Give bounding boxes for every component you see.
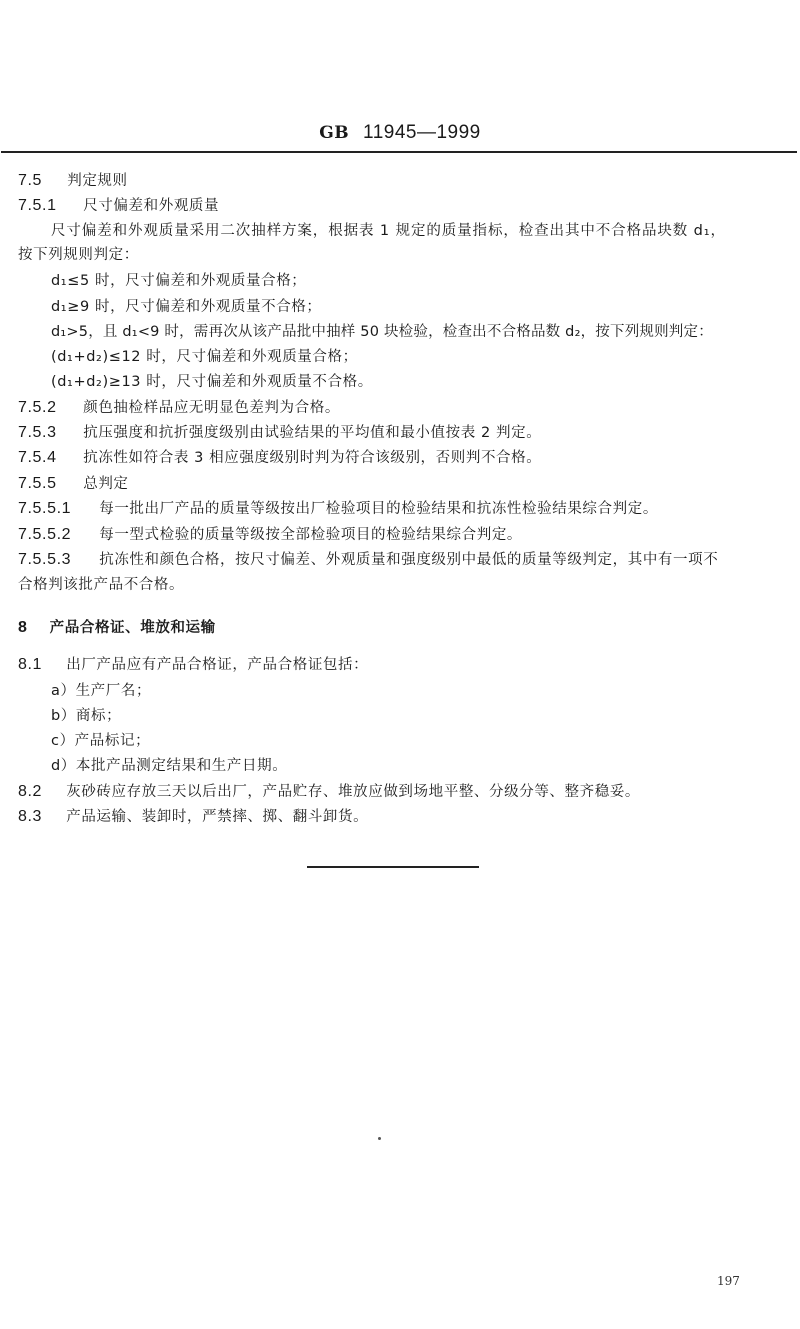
section-number: 7.5.5.2 — [18, 526, 72, 543]
section-8-2 — [18, 783, 640, 801]
section-7-5-2 — [18, 399, 340, 417]
section-number: 8.1 — [18, 656, 43, 673]
section-number: 8.3 — [18, 808, 43, 825]
section-number: 8 — [18, 619, 28, 636]
section-7-5-5-1 — [18, 500, 658, 518]
section-text: 抗冻性如符合表 3 相应强度级别时判为符合该级别，否则判不合格。 — [83, 450, 542, 466]
paragraph-line: 尺寸偏差和外观质量采用二次抽样方案，根据表 1 规定的质量指标，检查出其中不合格品块数 d₁， — [51, 223, 726, 239]
section-7-5-5-2 — [18, 526, 522, 544]
section-text: 颜色抽检样品应无明显色差判为合格。 — [83, 400, 340, 416]
section-number: 7.5.4 — [18, 449, 57, 466]
rule-item: (d₁+d₂)≥13 时，尺寸偏差和外观质量不合格。 — [51, 374, 373, 390]
section-text: 灰砂砖应存放三天以后出厂，产品贮存、堆放应做到场地平整、分级分等、整齐稳妥。 — [66, 784, 641, 800]
section-title: 尺寸偏差和外观质量 — [83, 198, 220, 214]
rule-item: (d₁+d₂)≤12 时，尺寸偏差和外观质量合格； — [51, 349, 358, 365]
list-item: a）生产厂名； — [51, 683, 152, 699]
list-item: b）商标； — [51, 708, 122, 724]
page-header — [0, 122, 800, 144]
section-8-3 — [18, 808, 368, 826]
section-text: 抗冻性和颜色合格，按尺寸偏差、外观质量和强度级别中最低的质量等级判定，其中有一项不 — [99, 552, 719, 568]
rule-item: d₁≤5 时，尺寸偏差和外观质量合格； — [51, 273, 307, 289]
section-text: 产品运输、装卸时，严禁摔、掷、翻斗卸货。 — [66, 809, 369, 825]
section-7-5-heading — [18, 172, 128, 190]
section-text: 出厂产品应有产品合格证，产品合格证包括： — [66, 657, 369, 673]
section-number: 8.2 — [18, 783, 43, 800]
rule-item: d₁>5，且 d₁<9 时，需再次从该产品批中抽样 50 块检验，检查出不合格品数 d₂，按下列规则判定： — [51, 324, 713, 340]
header-rule — [1, 151, 797, 153]
section-number: 7.5.5.3 — [18, 551, 72, 568]
section-7-5-5-heading — [18, 475, 129, 493]
paragraph-line: 合格判该批产品不合格。 — [18, 577, 185, 593]
standard-prefix: GB — [319, 123, 350, 143]
section-8-1 — [18, 656, 368, 674]
section-number: 7.5 — [18, 172, 43, 189]
end-of-standard-rule — [307, 866, 479, 868]
list-item: d）本批产品测定结果和生产日期。 — [51, 758, 288, 774]
section-7-5-5-3 — [18, 551, 718, 569]
section-text: 每一型式检验的质量等级按全部检验项目的检验结果综合判定。 — [99, 527, 523, 543]
section-7-5-4 — [18, 449, 541, 467]
section-title: 总判定 — [83, 476, 129, 492]
section-7-5-1-heading — [18, 197, 219, 215]
section-title: 产品合格证、堆放和运输 — [49, 620, 216, 636]
section-number: 7.5.3 — [18, 424, 57, 441]
list-item: c）产品标记； — [51, 733, 151, 749]
section-number: 7.5.5 — [18, 475, 57, 492]
section-number: 7.5.5.1 — [18, 500, 72, 517]
section-text: 抗压强度和抗折强度级别由试验结果的平均值和最小值按表 2 判定。 — [83, 425, 542, 441]
scan-speck — [378, 1137, 381, 1140]
section-title: 判定规则 — [67, 173, 128, 189]
section-number: 7.5.2 — [18, 399, 57, 416]
section-8-heading — [18, 619, 216, 637]
section-number: 7.5.1 — [18, 197, 57, 214]
section-7-5-3 — [18, 424, 541, 442]
paragraph-line: 按下列规则判定： — [18, 247, 139, 263]
standard-number: 11945—1999 — [363, 122, 481, 143]
rule-item: d₁≥9 时，尺寸偏差和外观质量不合格； — [51, 299, 322, 315]
section-text: 每一批出厂产品的质量等级按出厂检验项目的检验结果和抗冻性检验结果综合判定。 — [99, 501, 658, 517]
page-number: 197 — [717, 1274, 740, 1288]
